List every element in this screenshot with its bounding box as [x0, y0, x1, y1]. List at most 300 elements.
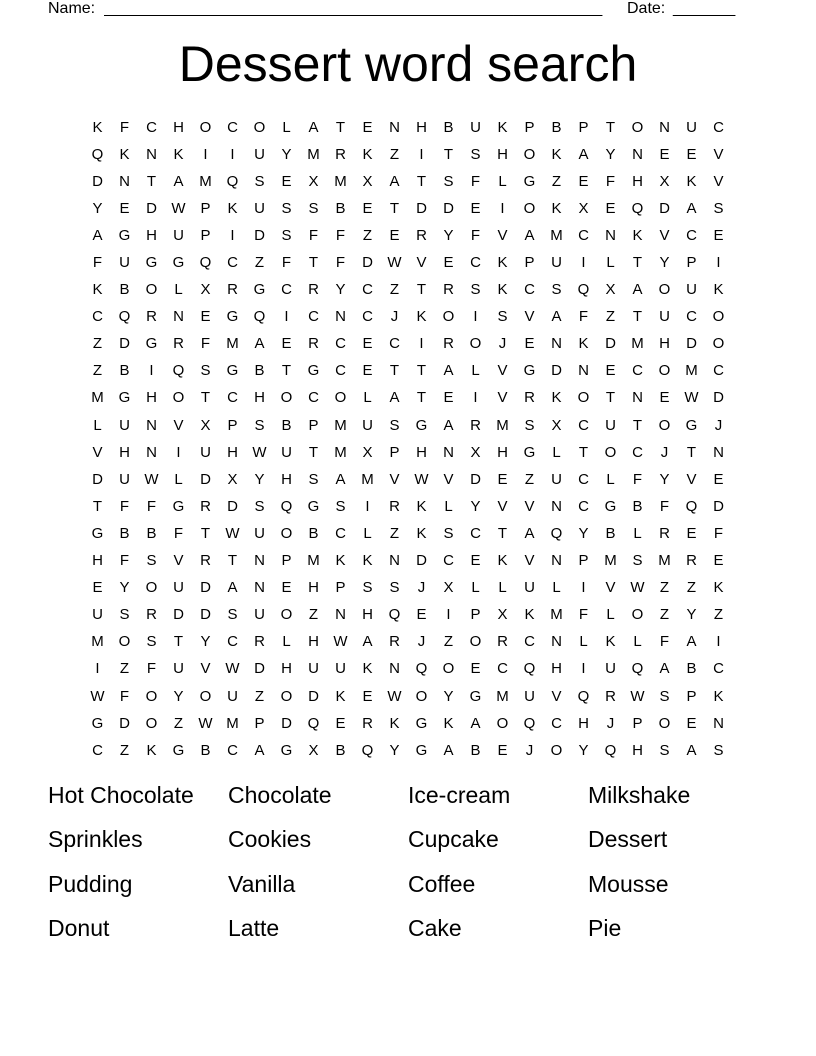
grid-letter: L — [363, 524, 372, 542]
grid-letter: R — [389, 633, 400, 651]
grid-letter: T — [200, 389, 211, 407]
grid-letter: M — [199, 172, 212, 190]
grid-letter: U — [173, 660, 184, 678]
grid-letter: N — [551, 552, 562, 570]
grid-letter: L — [606, 470, 615, 488]
grid-letter: K — [443, 714, 454, 732]
grid-letter: N — [254, 552, 265, 570]
grid-row — [84, 602, 732, 629]
grid-letter: X — [605, 281, 616, 299]
grid-letter: G — [172, 254, 185, 272]
grid-letter: T — [686, 443, 697, 461]
grid-letter: C — [335, 362, 346, 380]
grid-letter: Z — [119, 660, 130, 678]
grid-letter: D — [281, 714, 292, 732]
grid-letter: U — [524, 687, 535, 705]
grid-letter: Z — [119, 741, 130, 759]
word-list-item: Latte — [228, 914, 280, 941]
grid-letter: G — [523, 362, 536, 380]
grid-letter: A — [173, 172, 184, 190]
grid-letter: U — [362, 416, 373, 434]
grid-letter: Y — [254, 470, 265, 488]
grid-letter: D — [200, 470, 211, 488]
grid-letter: W — [387, 687, 402, 705]
grid-letter: L — [363, 389, 372, 407]
grid-letter: A — [686, 633, 697, 651]
grid-letter: G — [118, 226, 131, 244]
grid-letter: S — [362, 579, 373, 597]
grid-letter: K — [416, 497, 427, 515]
grid-letter: N — [254, 579, 265, 597]
grid-letter: P — [632, 714, 643, 732]
grid-letter: N — [443, 443, 454, 461]
grid-letter: H — [119, 443, 130, 461]
grid-letter: J — [525, 741, 534, 759]
grid-letter: L — [444, 497, 453, 515]
grid-letter: Y — [119, 579, 130, 597]
grid-letter: N — [335, 606, 346, 624]
grid-letter: C — [227, 741, 238, 759]
grid-letter: K — [713, 281, 724, 299]
grid-letter: W — [90, 687, 105, 705]
grid-letter: H — [227, 443, 238, 461]
grid-letter: R — [200, 497, 211, 515]
grid-letter: V — [389, 470, 400, 488]
grid-letter: T — [416, 362, 427, 380]
grid-letter: L — [282, 633, 291, 651]
grid-letter: G — [118, 389, 131, 407]
grid-letter: N — [659, 118, 670, 136]
grid-letter: Q — [604, 741, 617, 759]
grid-letter: Q — [523, 714, 536, 732]
grid-row — [84, 575, 732, 602]
grid-letter: U — [254, 199, 265, 217]
grid-letter: D — [173, 606, 184, 624]
grid-letter: Z — [389, 281, 400, 299]
grid-letter: L — [471, 362, 480, 380]
grid-letter: S — [308, 199, 319, 217]
grid-letter: W — [630, 687, 645, 705]
grid-letter: N — [146, 416, 157, 434]
grid-letter: D — [119, 335, 130, 353]
grid-letter: A — [578, 145, 589, 163]
grid-letter: K — [497, 281, 508, 299]
grid-letter: P — [200, 199, 211, 217]
grid-letter: I — [230, 145, 235, 163]
grid-letter: R — [254, 633, 265, 651]
grid-letter: U — [173, 226, 184, 244]
grid-letter: E — [281, 172, 292, 190]
grid-letter: B — [605, 524, 616, 542]
grid-letter: H — [497, 145, 508, 163]
grid-letter: S — [281, 226, 292, 244]
grid-letter: K — [497, 552, 508, 570]
grid-letter: I — [95, 660, 100, 678]
grid-letter: Y — [443, 687, 454, 705]
grid-letter: D — [659, 199, 670, 217]
grid-letter: X — [227, 470, 238, 488]
grid-letter: S — [200, 362, 211, 380]
grid-letter: I — [581, 660, 586, 678]
grid-letter: K — [551, 389, 562, 407]
grid-letter: T — [281, 362, 292, 380]
grid-letter: E — [281, 579, 292, 597]
grid-letter: S — [389, 416, 400, 434]
grid-letter: Q — [226, 172, 239, 190]
grid-letter: X — [443, 579, 454, 597]
grid-letter: I — [500, 199, 505, 217]
grid-letter: E — [713, 226, 724, 244]
grid-letter: K — [389, 714, 400, 732]
grid-letter: D — [605, 335, 616, 353]
grid-letter: P — [227, 416, 238, 434]
grid-letter: L — [633, 633, 642, 651]
grid-letter: S — [443, 172, 454, 190]
grid-letter: E — [497, 741, 508, 759]
grid-letter: U — [254, 524, 265, 542]
grid-letter: K — [92, 118, 103, 136]
grid-letter: R — [524, 389, 535, 407]
grid-letter: C — [335, 335, 346, 353]
grid-row — [84, 222, 732, 249]
grid-letter: T — [335, 118, 346, 136]
grid-letter: T — [605, 389, 616, 407]
grid-letter: M — [604, 552, 617, 570]
grid-letter: T — [632, 416, 643, 434]
grid-letter: J — [417, 633, 426, 651]
grid-letter: R — [659, 524, 670, 542]
grid-letter: B — [308, 524, 319, 542]
grid-letter: U — [524, 579, 535, 597]
grid-letter: R — [173, 335, 184, 353]
grid-letter: P — [254, 714, 265, 732]
grid-letter: F — [578, 606, 589, 624]
grid-letter: Q — [631, 660, 644, 678]
grid-letter: Y — [605, 145, 616, 163]
grid-letter: P — [200, 226, 211, 244]
grid-letter: P — [686, 254, 697, 272]
grid-letter: E — [497, 470, 508, 488]
grid-letter: V — [713, 145, 724, 163]
grid-letter: A — [254, 741, 265, 759]
worksheet-header — [48, 0, 740, 20]
grid-letter: L — [552, 579, 561, 597]
grid-letter: Z — [659, 606, 670, 624]
date-label: Date: — [627, 0, 666, 17]
grid-letter: H — [659, 335, 670, 353]
grid-letter: H — [281, 470, 292, 488]
grid-letter: N — [578, 362, 589, 380]
grid-letter: O — [658, 714, 671, 732]
grid-letter: R — [362, 714, 373, 732]
grid-letter: P — [470, 606, 481, 624]
grid-letter: R — [335, 145, 346, 163]
grid-letter: L — [471, 579, 480, 597]
grid-letter: R — [497, 633, 508, 651]
grid-letter: V — [200, 660, 211, 678]
grid-letter: G — [415, 416, 428, 434]
grid-letter: J — [417, 579, 426, 597]
word-list — [48, 780, 768, 957]
grid-letter: T — [146, 172, 157, 190]
grid-letter: Q — [415, 660, 428, 678]
word-list-item: Chocolate — [228, 782, 332, 808]
grid-letter: O — [496, 714, 509, 732]
grid-letter: F — [119, 687, 130, 705]
grid-letter: P — [281, 552, 292, 570]
grid-letter: G — [415, 741, 428, 759]
grid-letter: A — [470, 714, 481, 732]
grid-letter: O — [604, 443, 617, 461]
grid-letter: I — [473, 308, 478, 326]
grid-letter: C — [497, 660, 508, 678]
grid-letter: B — [254, 362, 265, 380]
grid-letter: E — [443, 254, 454, 272]
grid-letter: A — [659, 660, 670, 678]
grid-letter: Z — [92, 335, 103, 353]
grid-letter: M — [496, 416, 509, 434]
grid-letter: K — [227, 199, 238, 217]
grid-letter: M — [361, 470, 374, 488]
grid-letter: V — [497, 497, 508, 515]
grid-letter: B — [470, 741, 481, 759]
grid-letter: Z — [254, 254, 265, 272]
grid-letter: K — [605, 633, 616, 651]
grid-letter: S — [524, 416, 535, 434]
grid-letter: E — [686, 145, 697, 163]
grid-letter: V — [524, 308, 535, 326]
grid-letter: Q — [523, 660, 536, 678]
grid-letter: H — [308, 633, 319, 651]
grid-row — [84, 439, 732, 466]
grid-letter: S — [659, 741, 670, 759]
grid-letter: N — [389, 118, 400, 136]
grid-row — [84, 520, 732, 547]
grid-letter: U — [254, 606, 265, 624]
grid-letter: I — [419, 335, 424, 353]
grid-letter: S — [119, 606, 130, 624]
grid-letter: L — [579, 633, 588, 651]
grid-letter: L — [93, 416, 102, 434]
grid-letter: D — [470, 470, 481, 488]
grid-letter: N — [146, 145, 157, 163]
grid-letter: L — [606, 606, 615, 624]
letter-grid — [84, 114, 732, 764]
grid-letter: H — [497, 443, 508, 461]
grid-letter: U — [281, 443, 292, 461]
grid-letter: A — [389, 389, 400, 407]
grid-letter: C — [524, 281, 535, 299]
grid-letter: N — [632, 145, 643, 163]
grid-letter: K — [416, 524, 427, 542]
grid-letter: N — [551, 497, 562, 515]
grid-letter: F — [92, 254, 103, 272]
grid-row — [84, 548, 732, 575]
grid-letter: V — [443, 470, 454, 488]
grid-letter: H — [308, 579, 319, 597]
grid-letter: O — [658, 281, 671, 299]
grid-letter: I — [581, 579, 586, 597]
grid-letter: I — [284, 308, 289, 326]
grid-letter: A — [524, 226, 535, 244]
grid-letter: Z — [389, 145, 400, 163]
grid-letter: T — [605, 118, 616, 136]
grid-letter: S — [497, 308, 508, 326]
grid-letter: R — [308, 335, 319, 353]
grid-letter: X — [470, 443, 481, 461]
grid-letter: T — [416, 172, 427, 190]
grid-letter: M — [658, 552, 671, 570]
grid-letter: K — [416, 308, 427, 326]
grid-letter: Y — [659, 470, 670, 488]
word-list-item: Milkshake — [588, 782, 691, 808]
grid-letter: F — [200, 335, 211, 353]
grid-letter: J — [660, 443, 669, 461]
grid-letter: E — [92, 579, 103, 597]
grid-letter: F — [146, 497, 157, 515]
grid-letter: G — [685, 416, 698, 434]
grid-letter: X — [308, 172, 319, 190]
grid-letter: H — [146, 226, 157, 244]
grid-letter: D — [254, 226, 265, 244]
grid-letter: Q — [685, 497, 698, 515]
grid-letter: W — [252, 443, 267, 461]
grid-row — [84, 331, 732, 358]
grid-row — [84, 656, 732, 683]
grid-letter: Y — [173, 687, 184, 705]
grid-row — [84, 277, 732, 304]
grid-letter: E — [362, 362, 373, 380]
grid-letter: K — [551, 199, 562, 217]
grid-letter: L — [174, 470, 183, 488]
grid-letter: D — [416, 552, 427, 570]
grid-letter: R — [146, 308, 157, 326]
grid-letter: G — [523, 443, 536, 461]
grid-letter: F — [470, 226, 481, 244]
grid-letter: I — [230, 226, 235, 244]
grid-letter: C — [632, 443, 643, 461]
grid-letter: S — [551, 281, 562, 299]
grid-letter: U — [551, 254, 562, 272]
grid-letter: B — [119, 281, 130, 299]
grid-letter: S — [308, 470, 319, 488]
grid-letter: H — [362, 606, 373, 624]
grid-letter: K — [497, 254, 508, 272]
grid-letter: W — [225, 660, 240, 678]
grid-letter: W — [387, 254, 402, 272]
grid-letter: X — [362, 443, 373, 461]
grid-letter: Q — [307, 714, 320, 732]
grid-letter: M — [91, 389, 104, 407]
grid-row — [84, 710, 732, 737]
grid-letter: O — [334, 389, 347, 407]
grid-letter: C — [335, 524, 346, 542]
grid-letter: S — [281, 199, 292, 217]
grid-letter: E — [686, 524, 697, 542]
grid-letter: A — [632, 281, 643, 299]
grid-letter: U — [173, 579, 184, 597]
grid-letter: G — [172, 497, 185, 515]
grid-letter: M — [334, 416, 347, 434]
grid-letter: C — [92, 741, 103, 759]
grid-letter: E — [470, 552, 481, 570]
grid-letter: X — [200, 416, 211, 434]
grid-letter: F — [713, 524, 724, 542]
grid-row — [84, 412, 732, 439]
grid-letter: W — [684, 389, 699, 407]
grid-letter: K — [362, 552, 373, 570]
grid-letter: P — [686, 687, 697, 705]
grid-letter: G — [91, 714, 104, 732]
word-list-item: Sprinkles — [48, 826, 143, 853]
grid-letter: B — [632, 497, 643, 515]
grid-letter: P — [524, 254, 535, 272]
grid-letter: E — [362, 335, 373, 353]
grid-letter: I — [176, 443, 181, 461]
grid-letter: C — [362, 308, 373, 326]
grid-letter: R — [686, 552, 697, 570]
grid-letter: Z — [362, 226, 373, 244]
grid-letter: W — [333, 633, 348, 651]
grid-row — [84, 304, 732, 331]
word-list-item: Coffee — [408, 870, 476, 897]
grid-letter: O — [145, 281, 158, 299]
grid-letter: C — [713, 362, 724, 380]
grid-letter: M — [307, 145, 320, 163]
grid-letter: Y — [389, 741, 400, 759]
grid-letter: Y — [470, 497, 481, 515]
grid-letter: N — [173, 308, 184, 326]
grid-letter: C — [713, 660, 724, 678]
grid-letter: N — [632, 389, 643, 407]
grid-letter: U — [605, 660, 616, 678]
grid-letter: Q — [577, 687, 590, 705]
grid-letter: V — [173, 552, 184, 570]
grid-letter: Z — [389, 524, 400, 542]
grid-letter: X — [578, 199, 589, 217]
grid-letter: C — [227, 389, 238, 407]
grid-letter: G — [145, 254, 158, 272]
grid-letter: U — [605, 416, 616, 434]
grid-letter: C — [308, 308, 319, 326]
grid-letter: T — [416, 389, 427, 407]
grid-letter: A — [227, 579, 238, 597]
grid-letter: G — [523, 172, 536, 190]
grid-letter: H — [254, 389, 265, 407]
grid-letter: D — [92, 470, 103, 488]
grid-letter: O — [442, 660, 455, 678]
grid-letter: C — [713, 118, 724, 136]
grid-letter: S — [254, 172, 265, 190]
grid-letter: K — [713, 579, 724, 597]
grid-letter: O — [712, 335, 725, 353]
grid-letter: U — [92, 606, 103, 624]
grid-letter: C — [470, 254, 481, 272]
grid-letter: T — [92, 497, 103, 515]
grid-letter: C — [227, 633, 238, 651]
grid-letter: A — [686, 741, 697, 759]
grid-letter: J — [498, 335, 507, 353]
grid-letter: U — [308, 660, 319, 678]
date-field-line: _______ — [673, 0, 736, 17]
grid-letter: V — [173, 416, 184, 434]
grid-letter: N — [713, 714, 724, 732]
grid-letter: P — [389, 443, 400, 461]
grid-letter: R — [389, 497, 400, 515]
grid-letter: F — [335, 226, 346, 244]
grid-letter: G — [469, 687, 482, 705]
grid-letter: A — [551, 308, 562, 326]
